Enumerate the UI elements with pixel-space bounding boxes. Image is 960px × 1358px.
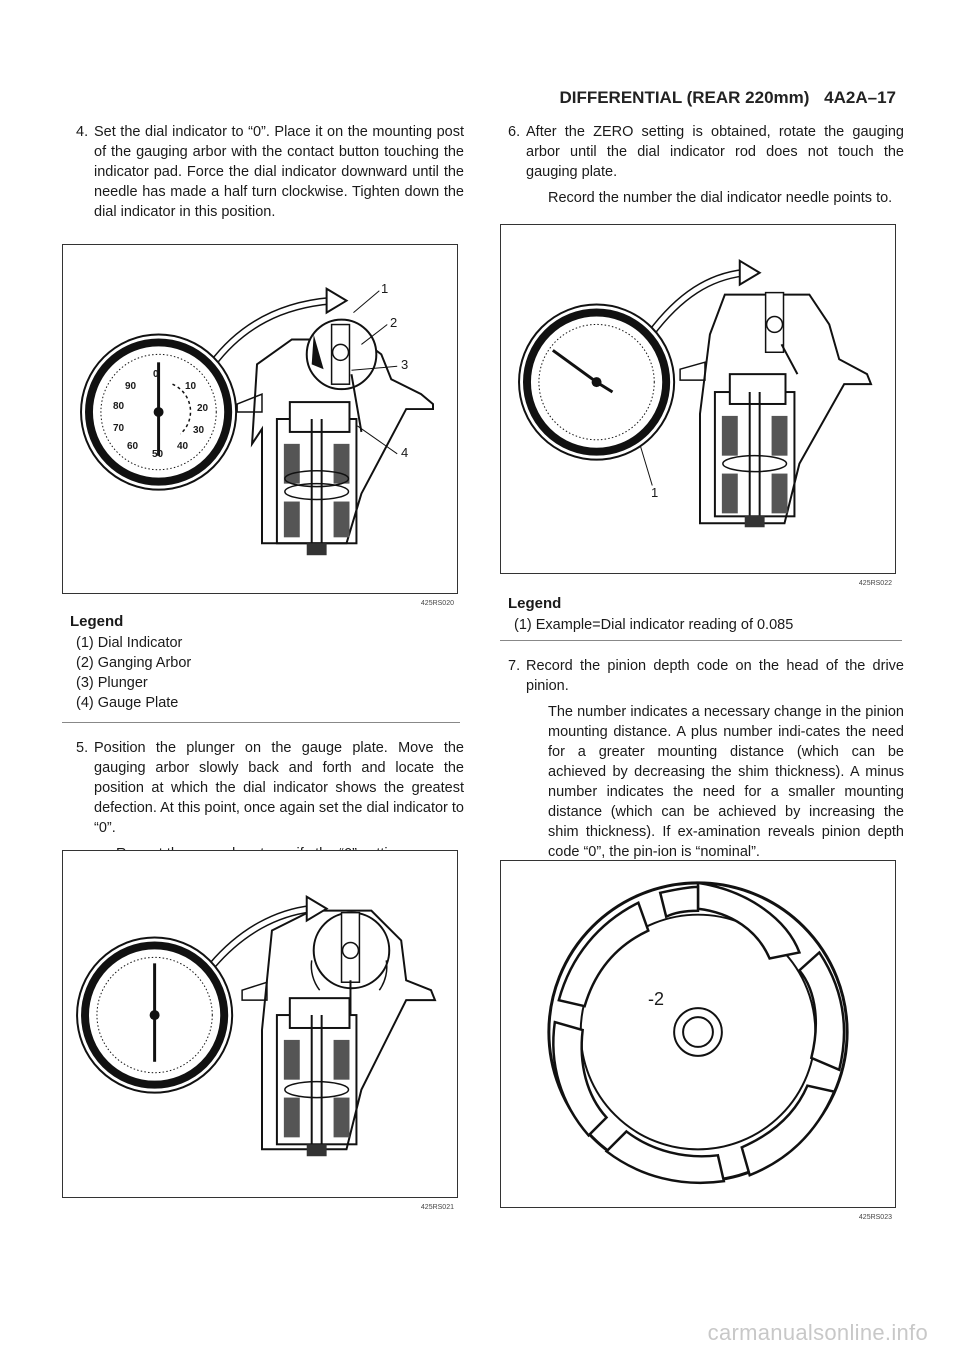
dial-label-50: 50 (152, 449, 164, 460)
step-6 (500, 122, 904, 208)
step-number: 7. (508, 658, 521, 674)
dial-label-80: 80 (113, 401, 125, 412)
divider (62, 722, 460, 723)
legend-item: (4) Gauge Plate (76, 695, 179, 711)
dial-label-70: 70 (113, 423, 125, 434)
figure-code: 425RS021 (420, 1204, 454, 1211)
step-subtext: Record the number the dial indicator needle points to. (548, 190, 893, 206)
legend-item: (1) Example=Dial indicator reading of 0.085 (514, 617, 794, 633)
step-subtext: The number indicates a necessary change in the pinion mounting distance. A plus number indi-cates the need for a greater mounting distance (which can be achieved by decreasing the shim thickness). A minus number indicates the need for a smaller mounting distance (which can be achieved by increasing the shim thickness). If ex-amination reveals pinion depth code “0”, the pin-ion is “nominal”. (548, 704, 904, 860)
step-number: 4. (76, 124, 89, 140)
figure-dial-indicator-setup (62, 244, 458, 607)
dial-label-20: 20 (197, 403, 209, 414)
dial-label-60: 60 (127, 441, 139, 452)
drive-pinion-illustration (501, 861, 895, 1207)
figure-pinion-depth-code (500, 860, 896, 1221)
step-number: 6. (508, 124, 521, 140)
step-text: Position the plunger on the gauge plate. Move the gauging arbor slowly back and forth and locate the position at which the dial indicator shows the greatest defection. At this point, once again set the dial indicator to “0”. (94, 740, 464, 836)
step-5 (68, 738, 464, 864)
legend-figure-3 (508, 594, 900, 635)
dial-label-30: 30 (193, 425, 205, 436)
dial-label-40: 40 (177, 441, 189, 452)
callout-3: 3 (401, 357, 409, 372)
legend-item: (2) Ganging Arbor (76, 655, 192, 671)
callout-2: 2 (390, 315, 398, 330)
dial-setup-illustration (63, 245, 457, 593)
callout-1: 1 (381, 281, 389, 296)
page-number: 4A2A–17 (824, 88, 896, 107)
divider (500, 640, 902, 641)
step-number: 5. (76, 740, 89, 756)
pinion-depth-code: -2 (648, 989, 665, 1009)
figure-code: 425RS022 (858, 580, 892, 587)
step-7 (500, 656, 904, 862)
zero-setting-illustration (63, 851, 457, 1197)
figure-zero-setting (62, 850, 458, 1211)
dial-label-90: 90 (125, 381, 137, 392)
callout-4: 4 (401, 445, 409, 460)
legend-item: (1) Dial Indicator (76, 635, 183, 651)
figure-dial-reading (500, 224, 896, 587)
legend-title: Legend (508, 595, 562, 612)
page-header (559, 88, 896, 108)
step-4 (68, 122, 464, 222)
step-text: After the ZERO setting is obtained, rotate the gauging arbor until the dial indicator rod does not touch the gauging plate. (526, 124, 904, 180)
figure-code: 425RS023 (858, 1214, 892, 1221)
step-text: Record the pinion depth code on the head of the drive pinion. (526, 658, 904, 694)
watermark: carmanualsonline.info (707, 1320, 928, 1345)
dial-reading-illustration (501, 225, 895, 573)
step-text: Set the dial indicator to “0”. Place it on the mounting post of the gauging arbor with the contact button touching the indicator pad. Force the dial indicator downward until the needle has made a half turn clockwise. Tighten down the dial indicator in this position. (94, 124, 464, 220)
dial-label-10: 10 (185, 381, 197, 392)
section-title: DIFFERENTIAL (REAR 220mm) (559, 88, 810, 107)
legend-item: (3) Plunger (76, 675, 148, 691)
callout-1: 1 (651, 485, 659, 500)
dial-label-0: 0 (153, 369, 159, 380)
figure-code: 425RS020 (420, 600, 454, 607)
legend-title: Legend (70, 613, 124, 630)
legend-figure-1 (70, 612, 460, 713)
